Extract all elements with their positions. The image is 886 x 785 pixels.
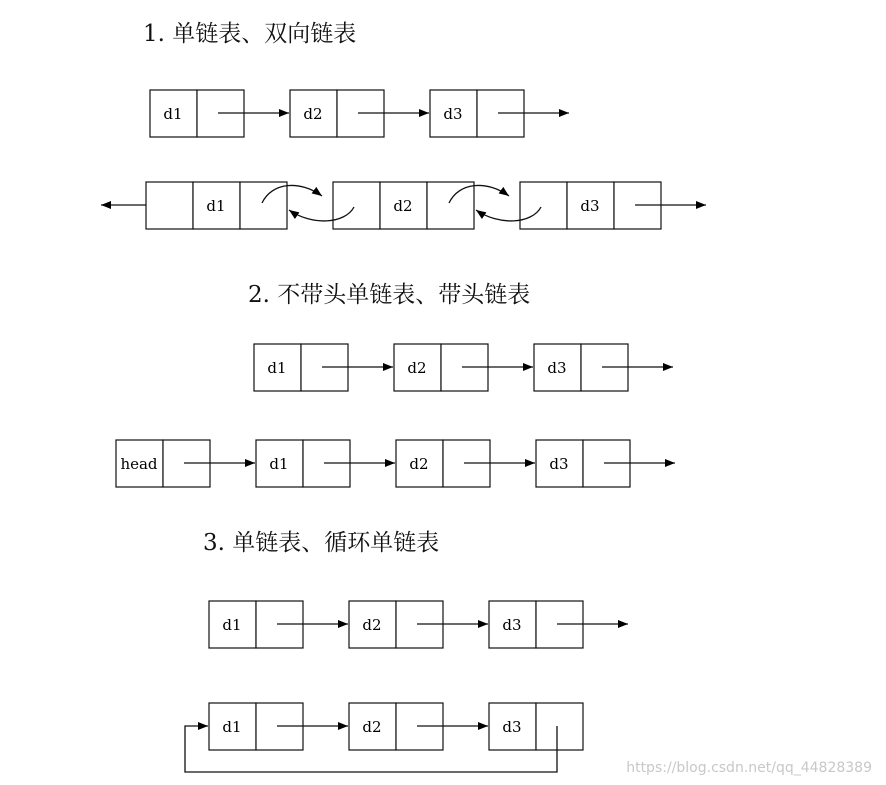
node-label: d1 (163, 105, 183, 123)
singly-linked-list-2 (209, 601, 628, 648)
prev-cell (146, 182, 193, 229)
pointer-cell (536, 703, 583, 750)
next-cell (427, 182, 474, 229)
node-label: d1 (222, 718, 242, 736)
node-label: d1 (267, 359, 287, 377)
section-3-title: 3. 单链表、循环单链表 (203, 530, 440, 556)
node-label: d2 (393, 197, 413, 215)
node-label: d3 (549, 455, 569, 473)
node-d3 (489, 703, 583, 750)
node-label: d2 (362, 616, 382, 634)
node-label: head (120, 455, 158, 473)
node-label: d2 (407, 359, 427, 377)
prev-cell (333, 182, 380, 229)
node-label: d1 (269, 455, 289, 473)
next-cell (240, 182, 287, 229)
node-label: d3 (502, 616, 522, 634)
node-label: d3 (443, 105, 463, 123)
node-label: d1 (206, 197, 226, 215)
list-with-head (116, 440, 675, 487)
doubly-linked-list (101, 182, 706, 229)
node-label: d2 (362, 718, 382, 736)
node-label: d3 (502, 718, 522, 736)
list-without-head (254, 344, 673, 391)
circular-linked-list (185, 703, 583, 772)
node-label: d1 (222, 616, 242, 634)
section-2-title: 2. 不带头单链表、带头链表 (248, 282, 531, 308)
node-label: d3 (580, 197, 600, 215)
node-d2 (333, 182, 474, 229)
singly-linked-list (150, 90, 569, 137)
prev-cell (520, 182, 567, 229)
section-1-title: 1. 单链表、双向链表 (143, 21, 357, 47)
node-label: d2 (409, 455, 429, 473)
node-label: d2 (303, 105, 323, 123)
node-label: d3 (547, 359, 567, 377)
watermark-text: https://blog.csdn.net/qq_44828389 (626, 760, 872, 776)
node-d1 (146, 182, 287, 229)
